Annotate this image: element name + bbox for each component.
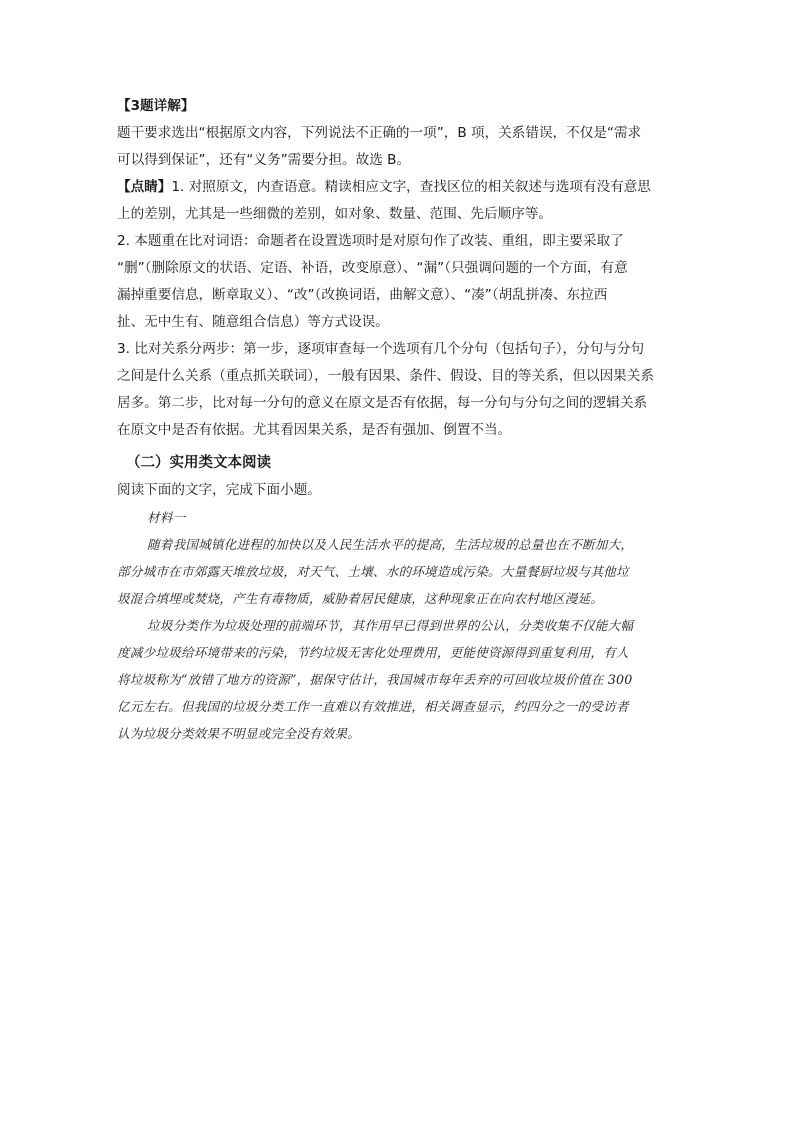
material-label: 材料一 xyxy=(147,510,186,525)
material-line: 度减少垃圾给环境带来的污染，节约垃圾无害化处理费用，更能使资源得到重复利用，有人 xyxy=(117,645,629,660)
section-title: （二）实用类文本阅读 xyxy=(126,455,271,471)
material-line: 亿元左右。但我国的垃圾分类工作一直难以有效推进，相关调查显示，约四分之一的受访者 xyxy=(117,699,629,714)
material-line: 随着我国城镇化进程的加快以及人民生活水平的提高，生活垃圾的总量也在不断加大， xyxy=(147,537,634,552)
material-line: 部分城市在市郊露天堆放垃圾，对天气、土壤、水的环境造成污染。大量餐厨垃圾与其他垃 xyxy=(117,564,629,579)
tip-line: 2. 本题重在比对词语：命题者在设置选项时是对原句作了改装、重组，即主要采取了 xyxy=(117,233,624,249)
tip-first-line-text: 1. 对照原文，内查语意。精读相应文字，查找区位的相关叙述与选项有没有意思 xyxy=(171,179,651,195)
tip-line: “删”（删除原文的状语、定语、补语，改变原意）、“漏”（只强调问题的一个方面，有意 xyxy=(117,260,628,276)
answer-line: 题干要求选出“根据原文内容，下列说法不正确的一项”，B 项，关系错误，不仅是“需求 xyxy=(117,125,642,141)
answer-line: 可以得到保证”，还有“义务”需要分担。故选 B。 xyxy=(117,152,411,168)
section-instruction: 阅读下面的文字，完成下面小题。 xyxy=(117,482,321,498)
material-line: 将垃圾称为“放错了地方的资源”，据保守估计，我国城市每年丢弃的可回收垃圾价值在 300 xyxy=(117,672,633,687)
tip-line: 扯、无中生有、随意组合信息）等方式设误。 xyxy=(117,314,389,330)
answer-heading: 【3题详解】 xyxy=(117,98,195,114)
tip-first-line xyxy=(117,177,651,197)
material-line: 圾混合填埋或焚烧，产生有毒物质，威胁着居民健康，这种现象正在向农村地区漫延。 xyxy=(117,591,604,606)
tip-line: 上的差别，尤其是一些细微的差别，如对象、数量、范围、先后顺序等。 xyxy=(117,206,552,222)
material-line: 认为垃圾分类效果不明显或完全没有效果。 xyxy=(117,726,361,741)
tip-line: 居多。第二步，比对每一分句的意义在原文是否有依据，每一分句与分句之间的逻辑关系 xyxy=(117,395,648,411)
material-line: 垃圾分类作为垃圾处理的前端环节，其作用早已得到世界的公认，分类收集不仅能大幅 xyxy=(147,618,634,633)
tip-label: 【点睛】 xyxy=(117,179,172,195)
tip-line: 漏掉重要信息，断章取义）、“改”（改换词语，曲解文意）、“凑”（胡乱拼凑、东拉西 xyxy=(117,287,608,303)
tip-line: 在原文中是否有依据。尤其看因果关系，是否有强加、倒置不当。 xyxy=(117,422,512,438)
tip-line: 3. 比对关系分两步：第一步，逐项审查每一个选项有几个分句（包括句子），分句与分句 xyxy=(117,341,645,357)
tip-line: 之间是什么关系（重点抓关联词），一般有因果、条件、假设、目的等关系，但以因果关系 xyxy=(117,368,654,384)
